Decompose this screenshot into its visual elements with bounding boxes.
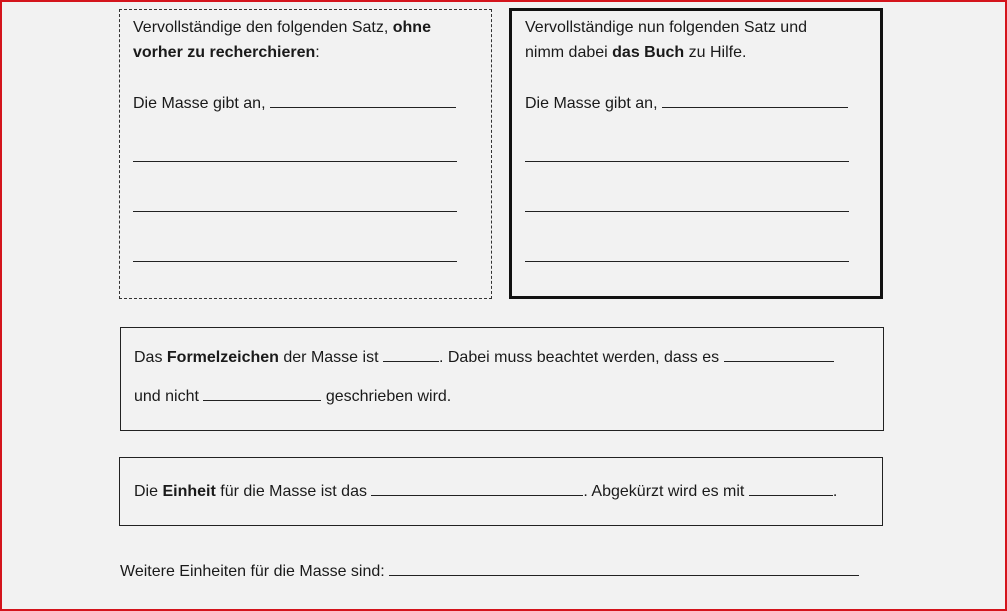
book-sentence: Die Masse gibt an, <box>525 93 848 114</box>
answer-line[interactable] <box>133 161 457 162</box>
answer-line[interactable] <box>525 211 849 212</box>
answer-blank[interactable] <box>662 93 848 108</box>
answer-blank[interactable] <box>389 561 859 576</box>
answer-blank[interactable] <box>383 347 439 362</box>
answer-blank[interactable] <box>203 386 321 401</box>
formula-line2: und nicht geschrieben wird. <box>134 388 452 405</box>
guess-prompt-line2: vorher zu recherchieren: <box>133 44 320 61</box>
answer-line[interactable] <box>525 161 849 162</box>
formula-symbol-box <box>120 327 884 431</box>
answer-line[interactable] <box>525 261 849 262</box>
book-prompt-line2: nimm dabei das Buch zu Hilfe. <box>525 44 747 61</box>
unit-sentence: Die Einheit für die Masse ist das . Abgekürzt wird es mit . <box>134 483 838 500</box>
answer-blank[interactable] <box>270 93 456 108</box>
answer-line[interactable] <box>133 261 457 262</box>
answer-line[interactable] <box>133 211 457 212</box>
answer-blank[interactable] <box>749 481 833 496</box>
formula-line1: Das Formelzeichen der Masse ist . Dabei muss beachtet werden, dass es <box>134 347 834 368</box>
further-units-line: Weitere Einheiten für die Masse sind: <box>120 561 859 582</box>
guess-sentence: Die Masse gibt an, <box>133 93 456 114</box>
guess-prompt-line1: Vervollständige den folgenden Satz, ohne <box>133 19 431 36</box>
answer-blank[interactable] <box>724 347 834 362</box>
answer-blank[interactable] <box>371 481 583 496</box>
book-prompt-line1: Vervollständige nun folgenden Satz und <box>525 19 807 36</box>
